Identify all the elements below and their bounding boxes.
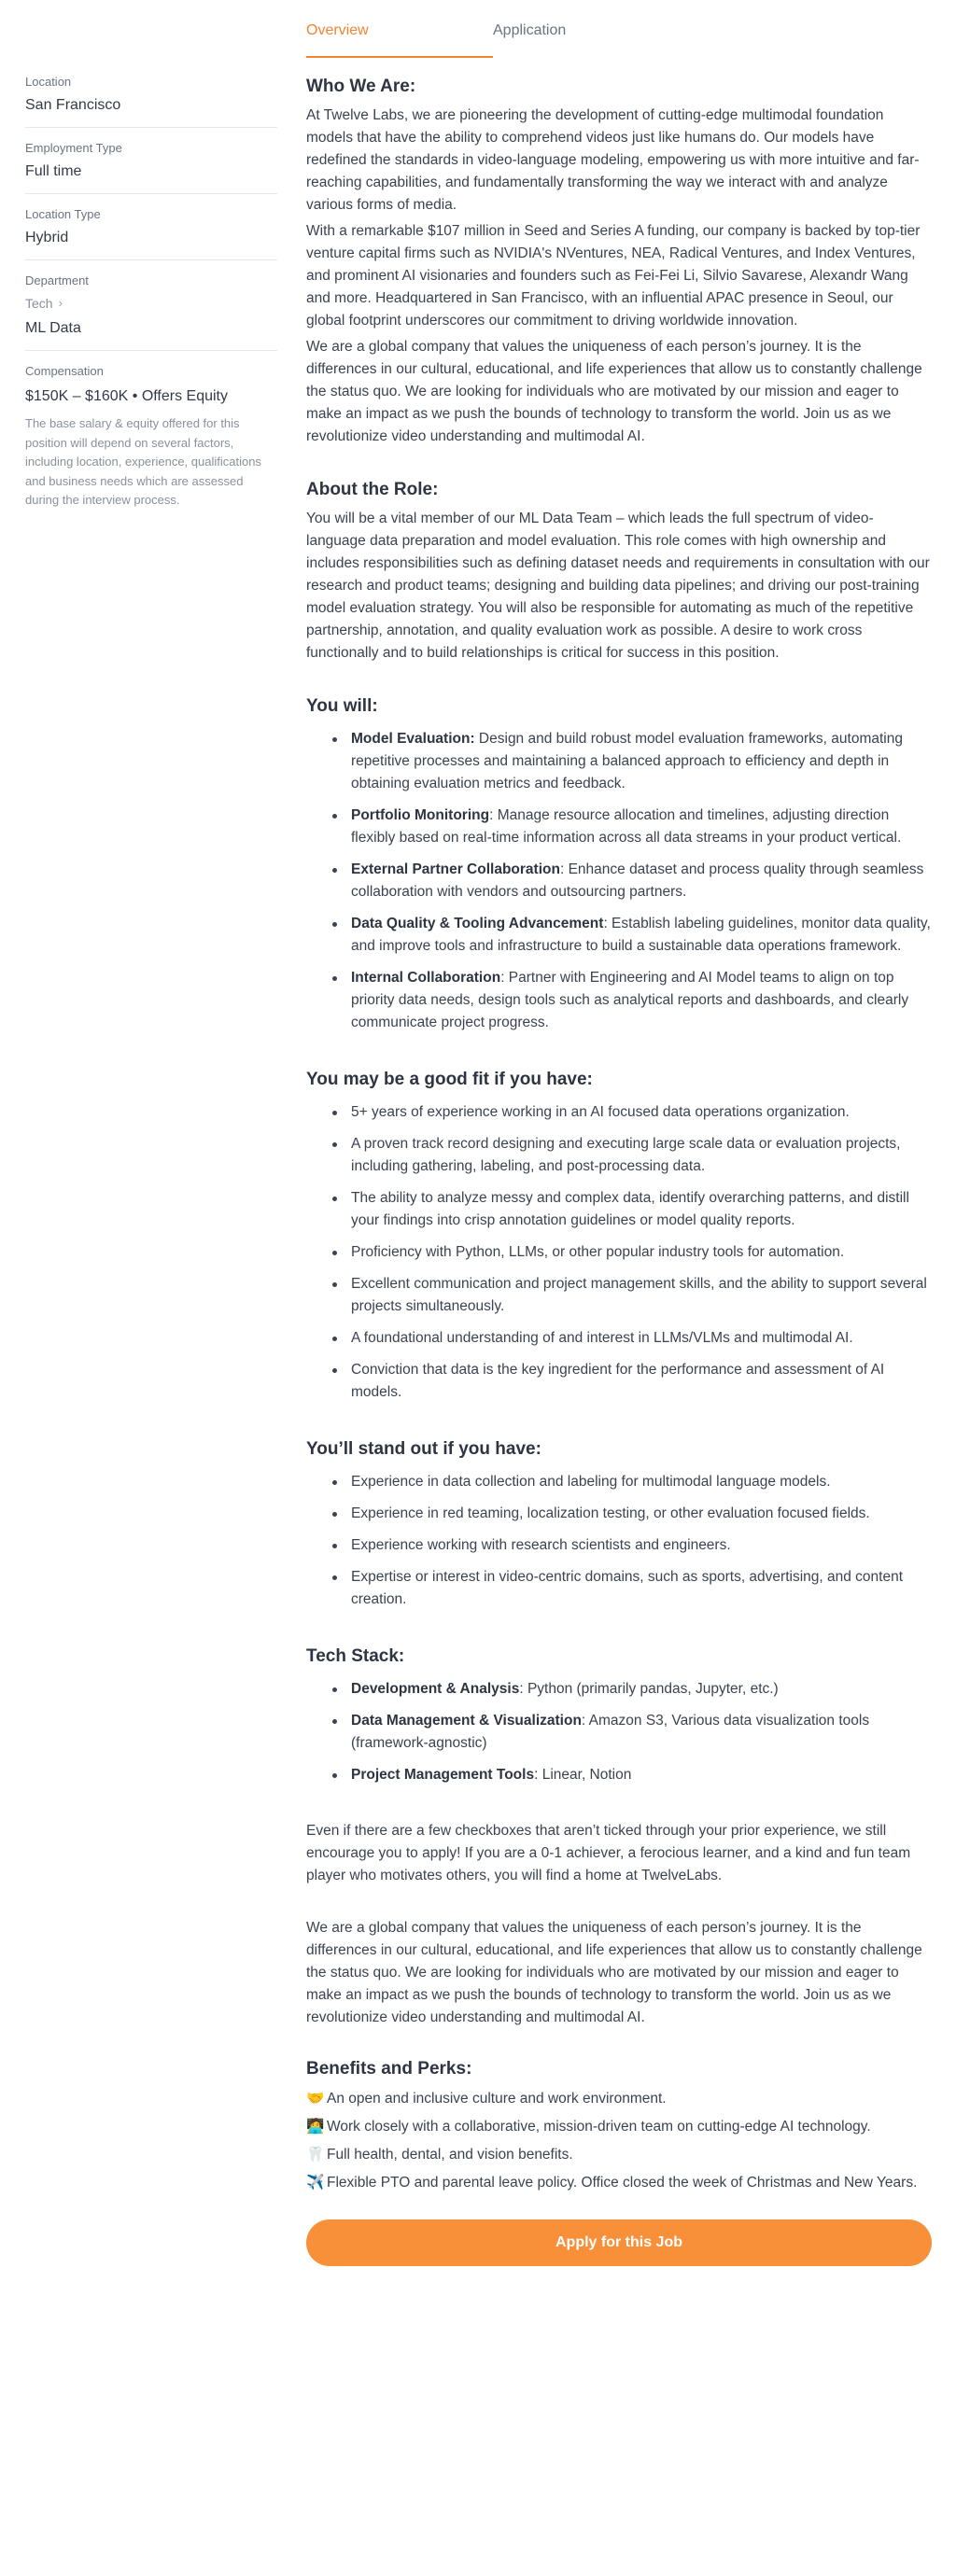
list-item: Excellent communication and project management skills, and the ability to support several projects simultaneously. xyxy=(351,1273,932,1318)
compensation-value: $150K – $160K • Offers Equity xyxy=(25,388,228,404)
location-type-block xyxy=(25,207,277,260)
list-item-bold: External Partner Collaboration xyxy=(351,861,560,877)
benefit-item xyxy=(306,2143,932,2166)
tech-stack-list xyxy=(306,1678,932,1786)
list-item xyxy=(351,913,932,958)
benefit-text: An open and inclusive culture and work environment. xyxy=(327,2091,667,2107)
good-fit-list xyxy=(306,1101,932,1404)
list-item: A proven track record designing and executing large scale data or evaluation projects, including gathering, labeling, and post-processing data. xyxy=(351,1133,932,1178)
list-item: Expertise or interest in video-centric domains, such as sports, advertising, and content creation. xyxy=(351,1566,932,1611)
who-we-are-paragraph: At Twelve Labs, we are pioneering the development of cutting-edge multimodal foundation models that have the ability to comprehend videos just like humans do. Our models have redefined the standards in video-language modeling, empowering us with more intuitive and far-reaching capabilities, and fundamentally transforming the way we interact with and analyze various forms of media. xyxy=(306,107,920,213)
list-item-bold: Internal Collaboration xyxy=(351,970,501,986)
benefit-text: Full health, dental, and vision benefits. xyxy=(327,2147,573,2163)
list-item xyxy=(351,1710,932,1755)
list-item: Experience working with research scientists and engineers. xyxy=(351,1534,932,1557)
employment-type-block xyxy=(25,141,277,194)
compensation-block xyxy=(25,364,277,522)
list-item: A foundational understanding of and interest in LLMs/VLMs and multimodal AI. xyxy=(351,1327,932,1350)
list-item: Conviction that data is the key ingredient for the performance and assessment of AI models. xyxy=(351,1359,932,1404)
benefit-item xyxy=(306,2087,932,2110)
about-role-text: You will be a vital member of our ML Data Team – which leads the full spectrum of video-language data preparation and model evaluation. This role comes with high ownership and includes responsibilities such as defining dataset needs and requirements in consultation with our research and product teams; designing and building data pipelines; and driving our post-training model evaluation strategy. You will also be responsible for automating as much of the repetitive partnership, annotation, and quality evaluation work as possible. A desire to work cross functionally and to build relationships is critical for success in this position. xyxy=(306,511,930,661)
benefits-title: Benefits and Perks: xyxy=(306,2059,472,2079)
tooth-icon: 🦷 xyxy=(306,2146,325,2163)
location-label: Location xyxy=(25,75,72,89)
list-item: Experience in red teaming, localization testing, or other evaluation focused fields. xyxy=(351,1503,932,1525)
about-role-title: About the Role: xyxy=(306,480,439,499)
benefit-text: Flexible PTO and parental leave policy. Office closed the week of Christmas and New Years. xyxy=(327,2175,918,2191)
location-type-value: Hybrid xyxy=(25,230,69,245)
tab-application[interactable]: Application xyxy=(493,22,567,38)
stand-out-title: You’ll stand out if you have: xyxy=(306,1439,541,1459)
you-will-title: You will: xyxy=(306,696,378,716)
handshake-icon: 🤝 xyxy=(306,2090,325,2107)
compensation-note: The base salary & equity offered for this position will depend on several factors, including location, experience, qualifications and business needs which are assessed during the interview process. xyxy=(25,416,261,507)
location-value: San Francisco xyxy=(25,97,121,113)
employment-type-value: Full time xyxy=(25,163,82,179)
list-item-bold: Portfolio Monitoring xyxy=(351,807,490,823)
employment-type-label: Employment Type xyxy=(25,141,122,155)
list-item-bold: Model Evaluation: xyxy=(351,731,475,747)
you-will-list xyxy=(306,728,932,1034)
list-item-text: : Manage resource allocation and timelines, adjusting direction flexibly based on real-time information across all data streams in your product vertical. xyxy=(351,807,902,846)
department-block xyxy=(25,273,277,351)
list-item-text: : Partner with Engineering and AI Model teams to align on top priority data needs, design tools such as analytical reports and dashboards, and clearly communicate project progress. xyxy=(351,970,909,1030)
benefit-text: Work closely with a collaborative, mission-driven team on cutting-edge AI technology. xyxy=(327,2119,871,2135)
job-details-sidebar xyxy=(25,75,277,535)
list-item-bold: Data Management & Visualization xyxy=(351,1713,582,1729)
list-item xyxy=(351,1764,932,1786)
stand-out-list xyxy=(306,1471,932,1611)
who-we-are-paragraph: With a remarkable $107 million in Seed and Series A funding, our company is backed by top-tier venture capital firms such as NVIDIA's NVentures, NEA, Radical Ventures, and Index Ventures, and prominent AI visionaries and founders such as Fei-Fei Li, Silvio Savarese, Alexandr Wang and more. Headquartered in San Francisco, with an influential APAC presence in Seoul, our global footprint underscores our commitment to driving worldwide innovation. xyxy=(306,223,921,329)
list-item xyxy=(351,967,932,1034)
airplane-icon: ✈️ xyxy=(306,2174,325,2191)
who-we-are-paragraph: We are a global company that values the uniqueness of each person’s journey. It is the differences in our cultural, educational, and life experiences that allow us to constantly challenge the status quo. We are looking for individuals who are motivated by our mission and eager to make an impact as we push the bounds of technology to transform the world. Join us as we revolutionize video understanding and multimodal AI. xyxy=(306,339,922,444)
list-item-bold: Project Management Tools xyxy=(351,1767,535,1783)
department-label: Department xyxy=(25,273,89,287)
list-item: 5+ years of experience working in an AI focused data operations organization. xyxy=(351,1101,932,1124)
benefit-item xyxy=(306,2115,932,2138)
benefit-item xyxy=(306,2171,932,2194)
list-item-bold: Development & Analysis xyxy=(351,1681,520,1697)
chevron-right-icon: › xyxy=(58,296,63,310)
list-item-bold: Data Quality & Tooling Advancement xyxy=(351,916,604,931)
list-item xyxy=(351,859,932,903)
tech-stack-title: Tech Stack: xyxy=(306,1646,405,1666)
global-company-text: We are a global company that values the uniqueness of each person’s journey. It is the differences in our cultural, educational, and life experiences that allow us to constantly challenge the status quo. We are looking for individuals who are motivated by our mission and eager to make an impact as we push the bounds of technology to transform the world. Join us as we revolutionize video understanding and multimodal AI. xyxy=(306,1920,922,2025)
compensation-label: Compensation xyxy=(25,364,104,378)
who-we-are-title: Who We Are: xyxy=(306,77,416,96)
apply-button[interactable]: Apply for this Job xyxy=(306,2219,932,2266)
technologist-icon: 🧑‍💻 xyxy=(306,2118,325,2135)
list-item-text: : Establish labeling guidelines, monitor data quality, and improve tools and infrastructure to build a sustainable data operations framework. xyxy=(351,916,931,954)
list-item: Proficiency with Python, LLMs, or other popular industry tools for automation. xyxy=(351,1241,932,1264)
job-tabs xyxy=(306,21,932,58)
list-item-text: Design and build robust model evaluation frameworks, automating repetitive processes and maintaining a balanced approach to efficiency and depth in obtaining evaluation metrics and feedback. xyxy=(351,731,903,791)
department-parent[interactable]: Tech xyxy=(25,296,53,311)
list-item-text: : Linear, Notion xyxy=(534,1767,632,1783)
location-block xyxy=(25,75,277,128)
list-item: The ability to analyze messy and complex data, identify overarching patterns, and distill your findings into crisp annotation guidelines or model quality reports. xyxy=(351,1187,932,1232)
list-item: Experience in data collection and labeling for multimodal language models. xyxy=(351,1471,932,1493)
list-item xyxy=(351,728,932,795)
job-description xyxy=(306,75,932,2266)
encourage-text: Even if there are a few checkboxes that aren’t ticked through your prior experience, we still encourage you to apply! If you are a 0-1 achiever, a ferocious learner, and a kind and fun team player who motivates others, you will find a home at TwelveLabs. xyxy=(306,1823,911,1883)
list-item xyxy=(351,1678,932,1701)
list-item-text: : Python (primarily pandas, Jupyter, etc.) xyxy=(519,1681,779,1697)
tab-overview[interactable]: Overview xyxy=(306,21,493,58)
list-item-text: : Enhance dataset and process quality through seamless collaboration with vendors and outsourcing partners. xyxy=(351,861,924,900)
department-value: ML Data xyxy=(25,320,81,336)
list-item xyxy=(351,805,932,849)
list-item-text: : Amazon S3, Various data visualization tools (framework-agnostic) xyxy=(351,1713,870,1751)
department-breadcrumb xyxy=(25,294,277,313)
location-type-label: Location Type xyxy=(25,207,101,221)
good-fit-title: You may be a good fit if you have: xyxy=(306,1070,593,1089)
